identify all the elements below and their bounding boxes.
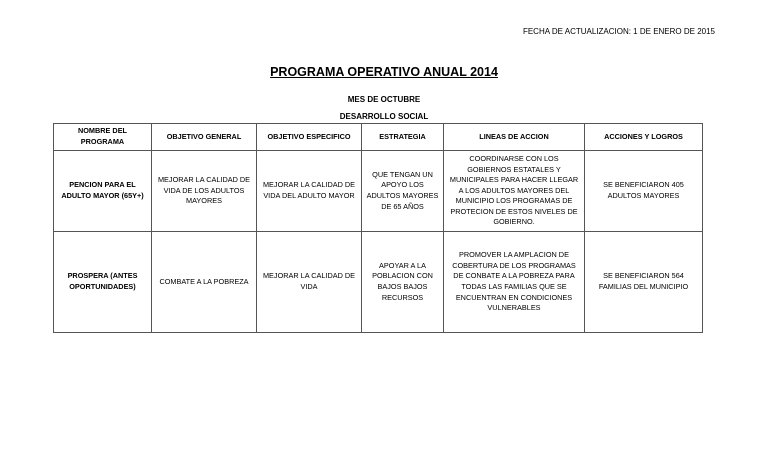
column-header: LINEAS DE ACCION <box>444 124 585 151</box>
table-cell: MEJORAR LA CALIDAD DE VIDA DE LOS ADULTOS MAYORES <box>152 151 257 232</box>
program-name-cell: PENCION PARA EL ADULTO MAYOR (65Y+) <box>54 151 152 232</box>
page-title: PROGRAMA OPERATIVO ANUAL 2014 <box>270 65 498 79</box>
table-row <box>54 232 703 333</box>
month-label: MES DE OCTUBRE <box>347 95 421 104</box>
update-date: FECHA DE ACTUALIZACION: 1 DE ENERO DE 2015 <box>522 27 715 36</box>
table-cell: MEJORAR LA CALIDAD DE VIDA DEL ADULTO MAYOR <box>257 151 362 232</box>
table-cell: PROMOVER LA AMPLACION DE COBERTURA DE LOS PROGRAMAS DE CONBATE A LA POBREZA PARA TODAS LAS FAMILIAS QUE SE ENCUENTRAN EN CONDICIONES VULNERABLES <box>444 232 585 333</box>
table-cell: APOYAR A LA POBLACION CON BAJOS BAJOS RECURSOS <box>362 232 444 333</box>
column-header: NOMBRE DEL PROGRAMA <box>54 124 152 151</box>
table-cell: QUE TENGAN UN APOYO LOS ADULTOS MAYORES DE 65 AÑOS <box>362 151 444 232</box>
column-header: ACCIONES Y LOGROS <box>585 124 703 151</box>
table-header-row <box>54 124 703 151</box>
table-cell: COORDINARSE CON LOS GOBIERNOS ESTATALES Y MUNICIPALES PARA HACER LLEGAR A LOS ADULTOS MAYORES DEL MUNICIPIO LOS PROGRAMAS DE PROTECION DE ESTOS NIVELES DE GOBIERNO. <box>444 151 585 232</box>
column-header: ESTRATEGIA <box>362 124 444 151</box>
table-row <box>54 151 703 232</box>
table-cell: MEJORAR LA CALIDAD DE VIDA <box>257 232 362 333</box>
program-table <box>53 123 703 333</box>
table-cell: SE BENEFICIARON 564 FAMILIAS DEL MUNICIPIO <box>585 232 703 333</box>
table-cell: SE BENEFICIARON 405 ADULTOS MAYORES <box>585 151 703 232</box>
program-name-cell: PROSPERA (ANTES OPORTUNIDADES) <box>54 232 152 333</box>
column-header: OBJETIVO ESPECIFICO <box>257 124 362 151</box>
department-label: DESARROLLO SOCIAL <box>339 112 429 121</box>
column-header: OBJETIVO GENERAL <box>152 124 257 151</box>
table-cell: COMBATE A LA POBREZA <box>152 232 257 333</box>
